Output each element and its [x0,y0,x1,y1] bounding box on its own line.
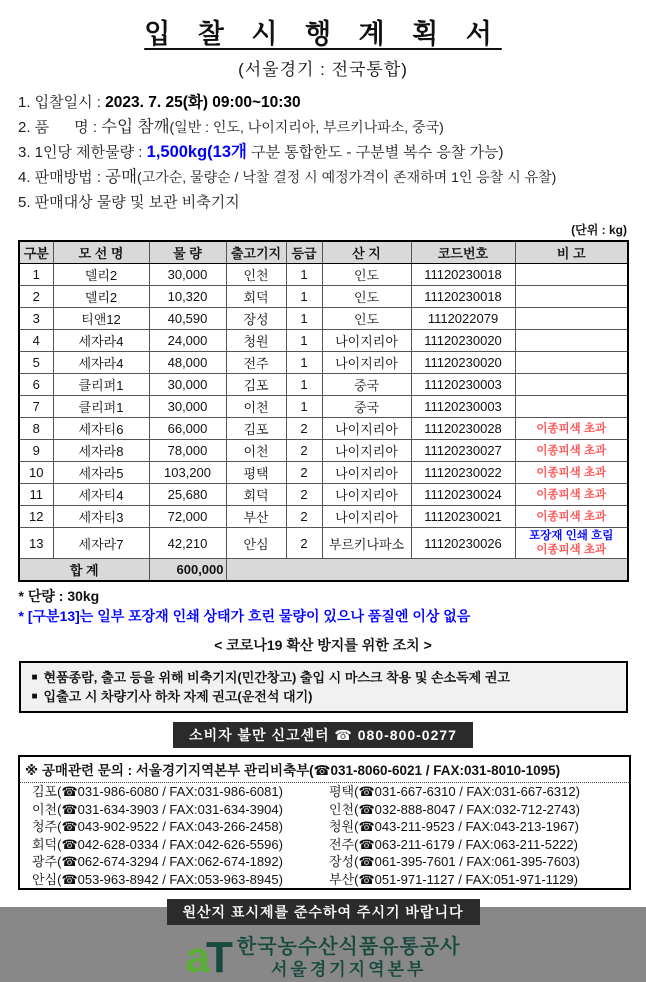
cell-vessel: 세자라7 [53,528,149,559]
cell-code: 11120230021 [411,506,515,528]
cell-code: 11120230018 [411,264,515,286]
cell-origin: 나이지리아 [322,506,411,528]
cell-origin: 인도 [322,308,411,330]
note-text: 이종피색 초과 [536,444,607,457]
header-qty: 물 량 [149,241,226,264]
note-text: 이종피색 초과 [536,488,607,501]
contact-box [18,755,631,890]
header-no: 구분 [19,241,53,264]
cell-no: 8 [19,418,53,440]
contact-title: ※ 공매관련 문의 : 서울경기지역본부 관리비축부(☎031-8060-6021 / FAX:031-8010-1095) [20,757,629,783]
square-bullet-icon: ■ [31,691,38,702]
table-row [19,462,628,484]
cell-origin: 중국 [322,374,411,396]
covid-bullet-line [30,668,617,687]
limit-quantity-value: 1,500kg(13개 [146,143,247,161]
cell-qty: 72,000 [149,506,226,528]
cell-note [515,418,628,440]
branch-name: 서울경기지역본부 [270,960,427,979]
cell-vessel: 세자라5 [53,462,149,484]
cell-qty: 48,000 [149,352,226,374]
contact-line [20,871,629,889]
table-row [19,308,628,330]
contact-left: 청주(☎043-902-9522 / FAX:043-266-2458) [32,819,283,834]
cell-depot: 전주 [226,352,286,374]
header-grade: 등급 [286,241,322,264]
cell-note [515,264,628,286]
total-label: 합 계 [19,559,149,582]
cell-grade: 1 [286,308,322,330]
cell-code: 11120230003 [411,374,515,396]
cell-vessel: 세자티6 [53,418,149,440]
table-row [19,330,628,352]
cell-qty: 10,320 [149,286,226,308]
at-logo-icon: aT [185,933,229,982]
cell-depot: 인천 [226,264,286,286]
cell-origin: 중국 [322,396,411,418]
cell-vessel: 세자티3 [53,506,149,528]
cell-no: 5 [19,352,53,374]
note-text: 이종피색 초과 [536,422,607,435]
cell-code: 1112022079 [411,308,515,330]
cell-note [515,506,628,528]
cell-qty: 103,200 [149,462,226,484]
cell-depot: 안심 [226,528,286,559]
cell-note [515,374,628,396]
table-row [19,352,628,374]
cell-note [515,528,628,559]
cell-qty: 25,680 [149,484,226,506]
cell-code: 11120230020 [411,352,515,374]
covid-bullet-text: 입출고 시 차량기사 하차 자제 권고(운전석 대기) [43,689,313,704]
table-row [19,396,628,418]
item-bid-datetime: 1. 입찰일시 : 2023. 7. 25(화) 09:00~10:30 [18,94,301,111]
contact-lines [20,783,629,888]
cell-grade: 2 [286,528,322,559]
cell-depot: 이천 [226,396,286,418]
contact-left: 김포(☎031-986-6080 / FAX:031-986-6081) [32,784,283,799]
cell-qty: 66,000 [149,418,226,440]
contact-line [20,783,629,801]
table-header-row [19,241,628,264]
item-product-name: 2. 품 명 : 수입 참깨(일반 : 인도, 나이지리아, 부르키나파소, 중국) [18,118,444,136]
cell-no: 13 [19,528,53,559]
cell-vessel: 티앤12 [53,308,149,330]
cell-depot: 평택 [226,462,286,484]
cell-depot: 이천 [226,440,286,462]
cell-depot: 장성 [226,308,286,330]
contact-line [20,853,629,871]
contact-right: 인천(☎032-888-8047 / FAX:032-712-2743) [329,801,580,817]
cell-vessel: 델리2 [53,264,149,286]
cell-grade: 2 [286,440,322,462]
item-sale-method: 4. 판매방법 : 공매(고가순, 물량순 / 낙찰 결정 시 예정가격이 존재하며 1인 응찰 시 유찰) [18,168,557,186]
cell-code: 11120230027 [411,440,515,462]
cell-grade: 2 [286,484,322,506]
cell-vessel: 세자라4 [53,352,149,374]
cell-qty: 30,000 [149,374,226,396]
contact-line [20,801,629,819]
contact-right: 장성(☎061-395-7601 / FAX:061-395-7603) [329,854,580,869]
table-row [19,484,628,506]
cell-origin: 인도 [322,264,411,286]
company-name: 한국농수산식품유통공사 [236,936,461,958]
product-name-value: 수입 참깨 [101,118,170,136]
cell-origin: 부르키나파소 [322,528,411,559]
complaint-banner-wrap [18,722,628,748]
cell-origin: 나이지리아 [322,352,411,374]
cell-no: 7 [19,396,53,418]
cell-vessel: 세자티4 [53,484,149,506]
cell-qty: 30,000 [149,396,226,418]
cell-grade: 2 [286,506,322,528]
square-bullet-icon: ■ [31,672,38,683]
cell-note [515,352,628,374]
covid-bullet-line [30,687,617,706]
contact-left: 안심(☎053-963-8942 / FAX:053-963-8945) [32,871,283,887]
cell-grade: 1 [286,286,322,308]
bid-datetime-value: 2023. 7. 25(화) 09:00~10:30 [105,94,301,111]
cell-depot: 청원 [226,330,286,352]
cell-note [515,396,628,418]
note-text: 이종피색 초과 [536,510,607,523]
cell-vessel: 델리2 [53,286,149,308]
header-vessel: 모 선 명 [53,241,149,264]
header-code: 코드번호 [411,241,515,264]
cell-note [515,462,628,484]
cell-origin: 나이지리아 [322,484,411,506]
cell-vessel: 세자라4 [53,330,149,352]
cell-no: 2 [19,286,53,308]
total-qty: 600,000 [149,559,226,582]
contact-right: 평택(☎031-667-6310 / FAX:031-667-6312) [329,784,580,799]
cell-no: 6 [19,374,53,396]
table-row [19,374,628,396]
contact-left: 이천(☎031-634-3903 / FAX:031-634-3904) [32,801,283,817]
cell-grade: 1 [286,396,322,418]
cell-no: 3 [19,308,53,330]
cell-vessel: 클리퍼1 [53,374,149,396]
page-subtitle: (서울경기 : 전국통합) [238,60,408,79]
numbered-items [18,90,628,215]
cell-note [515,440,628,462]
cell-depot: 김포 [226,374,286,396]
cell-qty: 40,590 [149,308,226,330]
contact-right: 청원(☎043-211-9523 / FAX:043-213-1967) [329,819,579,834]
sale-method-value: 공매 [105,168,138,186]
cell-qty: 78,000 [149,440,226,462]
cell-code: 11120230020 [411,330,515,352]
cell-depot: 김포 [226,418,286,440]
footnotes [19,586,628,626]
footnote-unit: * 단량 : 30kg [18,588,100,604]
cell-origin: 인도 [322,286,411,308]
contact-left: 회덕(☎042-628-0334 / FAX:042-626-5596) [32,836,283,852]
cell-code: 11120230026 [411,528,515,559]
unit-note: (단위 : kg) [571,223,627,237]
cell-code: 11120230003 [411,396,515,418]
header-note: 비 고 [515,241,628,264]
note-text: 이종피색 초과 [536,466,607,479]
total-empty-cell [226,559,628,582]
page-title: 입 찰 시 행 계 획 서 [144,19,502,49]
cell-no: 9 [19,440,53,462]
table-row [19,264,628,286]
cell-vessel: 세자라8 [53,440,149,462]
cell-origin: 나이지리아 [322,462,411,484]
cell-origin: 나이지리아 [322,330,411,352]
cell-grade: 1 [286,374,322,396]
table-row [19,528,628,559]
table-row [19,418,628,440]
cell-grade: 2 [286,418,322,440]
covid-box [19,661,628,713]
cell-no: 1 [19,264,53,286]
note-text: 포장재 인쇄 흐림 [529,530,614,542]
cell-grade: 2 [286,462,322,484]
cell-code: 11120230024 [411,484,515,506]
cell-note [515,286,628,308]
cell-code: 11120230022 [411,462,515,484]
cell-qty: 30,000 [149,264,226,286]
origin-banner: 원산지 표시제를 준수하여 주시기 바랍니다 [167,899,480,925]
company-logo [18,935,628,981]
note-text: 이종피색 초과 [536,544,607,556]
cell-depot: 부산 [226,506,286,528]
cell-no: 4 [19,330,53,352]
cell-grade: 1 [286,330,322,352]
contact-left: 광주(☎062-674-3294 / FAX:062-674-1892) [32,854,283,869]
item-sale-target: 5. 판매대상 물량 및 보관 비축기지 [18,194,240,211]
cell-code: 11120230028 [411,418,515,440]
cell-note [515,308,628,330]
cell-grade: 1 [286,264,322,286]
cell-note [515,484,628,506]
contact-right: 전주(☎063-211-6179 / FAX:063-211-5222) [329,836,578,852]
cell-vessel: 클리퍼1 [53,396,149,418]
header-depot: 출고기지 [226,241,286,264]
item-limit-quantity: 3. 1인당 제한물량 : 1,500kg(13개 구분 통합한도 - 구분별 복수 응찰 가능) [18,143,504,161]
table-row [19,440,628,462]
table-row [19,286,628,308]
lot-table [18,240,629,582]
cell-qty: 42,210 [149,528,226,559]
cell-depot: 회덕 [226,484,286,506]
footnote-quality: * [구분13]는 일부 포장재 인쇄 상태가 흐린 물량이 있으나 품질엔 이상 없음 [18,608,471,624]
table-row [19,506,628,528]
total-row [19,559,628,582]
contact-line [20,836,629,854]
cell-qty: 24,000 [149,330,226,352]
table-body [19,264,628,559]
cell-grade: 1 [286,352,322,374]
contact-right: 부산(☎051-971-1127 / FAX:051-971-1129) [329,871,578,887]
contact-line [20,818,629,836]
header-origin: 산 지 [322,241,411,264]
cell-no: 12 [19,506,53,528]
cell-no: 11 [19,484,53,506]
cell-code: 11120230018 [411,286,515,308]
cell-no: 10 [19,462,53,484]
cell-depot: 회덕 [226,286,286,308]
complaint-banner: 소비자 불만 신고센터 ☎ 080-800-0277 [173,722,473,748]
covid-bullet-text: 현품종람, 출고 등을 위해 비축기지(민간창고) 출입 시 마스크 착용 및 손소독제 권고 [43,670,510,685]
cell-origin: 나이지리아 [322,418,411,440]
cell-origin: 나이지리아 [322,440,411,462]
origin-banner-wrap [18,899,628,925]
cell-note [515,330,628,352]
covid-heading: < 코로나19 확산 방지를 위한 조치 > [214,637,432,653]
